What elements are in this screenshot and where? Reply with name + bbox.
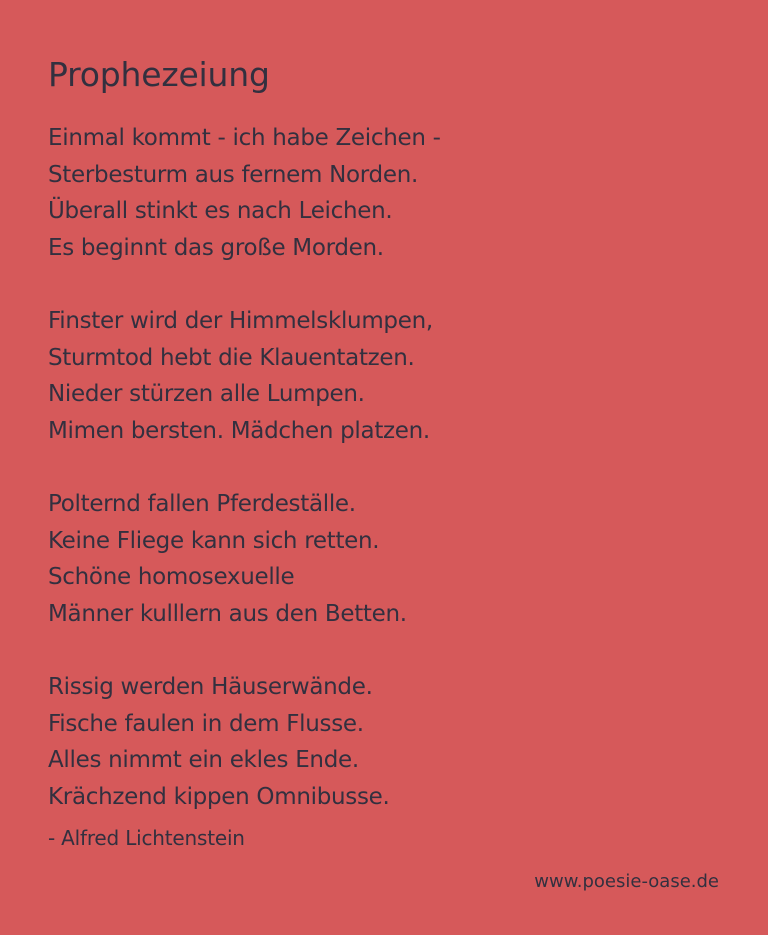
poem-line: Keine Fliege kann sich retten. xyxy=(48,527,380,554)
poem-line: Überall stinkt es nach Leichen. xyxy=(48,198,393,224)
poem-line: Sturmtod hebt die Klauentatzen. xyxy=(48,344,415,371)
website-url: www.poesie-oase.de xyxy=(534,871,719,892)
stanza xyxy=(48,486,708,632)
poem-line: Finster wird der Himmelsklumpen, xyxy=(48,308,433,334)
poem-line: Schöne homosexuelle xyxy=(48,564,295,590)
poem-line: Polternd fallen Pferdeställe. xyxy=(48,491,356,517)
poem-line: Es beginnt das große Morden. xyxy=(48,234,384,261)
poem-author: - Alfred Lichtenstein xyxy=(48,826,245,850)
poem-line: Einmal kommt - ich habe Zeichen - xyxy=(48,125,441,151)
stanza xyxy=(48,303,708,449)
poem-line: Rissig werden Häuserwände. xyxy=(48,674,373,700)
poem-line: Männer kulllern aus den Betten. xyxy=(48,600,407,627)
poem-line: Fische faulen in dem Flusse. xyxy=(48,710,364,737)
poem-body xyxy=(48,120,708,815)
poem-title: Prophezeiung xyxy=(48,55,270,94)
stanza xyxy=(48,669,708,815)
stanza xyxy=(48,120,708,266)
poem-line: Nieder stürzen alle Lumpen. xyxy=(48,381,365,407)
poem-line: Alles nimmt ein ekles Ende. xyxy=(48,747,359,773)
poem-line: Krächzend kippen Omnibusse. xyxy=(48,783,390,810)
poem-line: Mimen bersten. Mädchen platzen. xyxy=(48,417,430,444)
poem-line: Sterbesturm aus fernem Norden. xyxy=(48,161,418,188)
